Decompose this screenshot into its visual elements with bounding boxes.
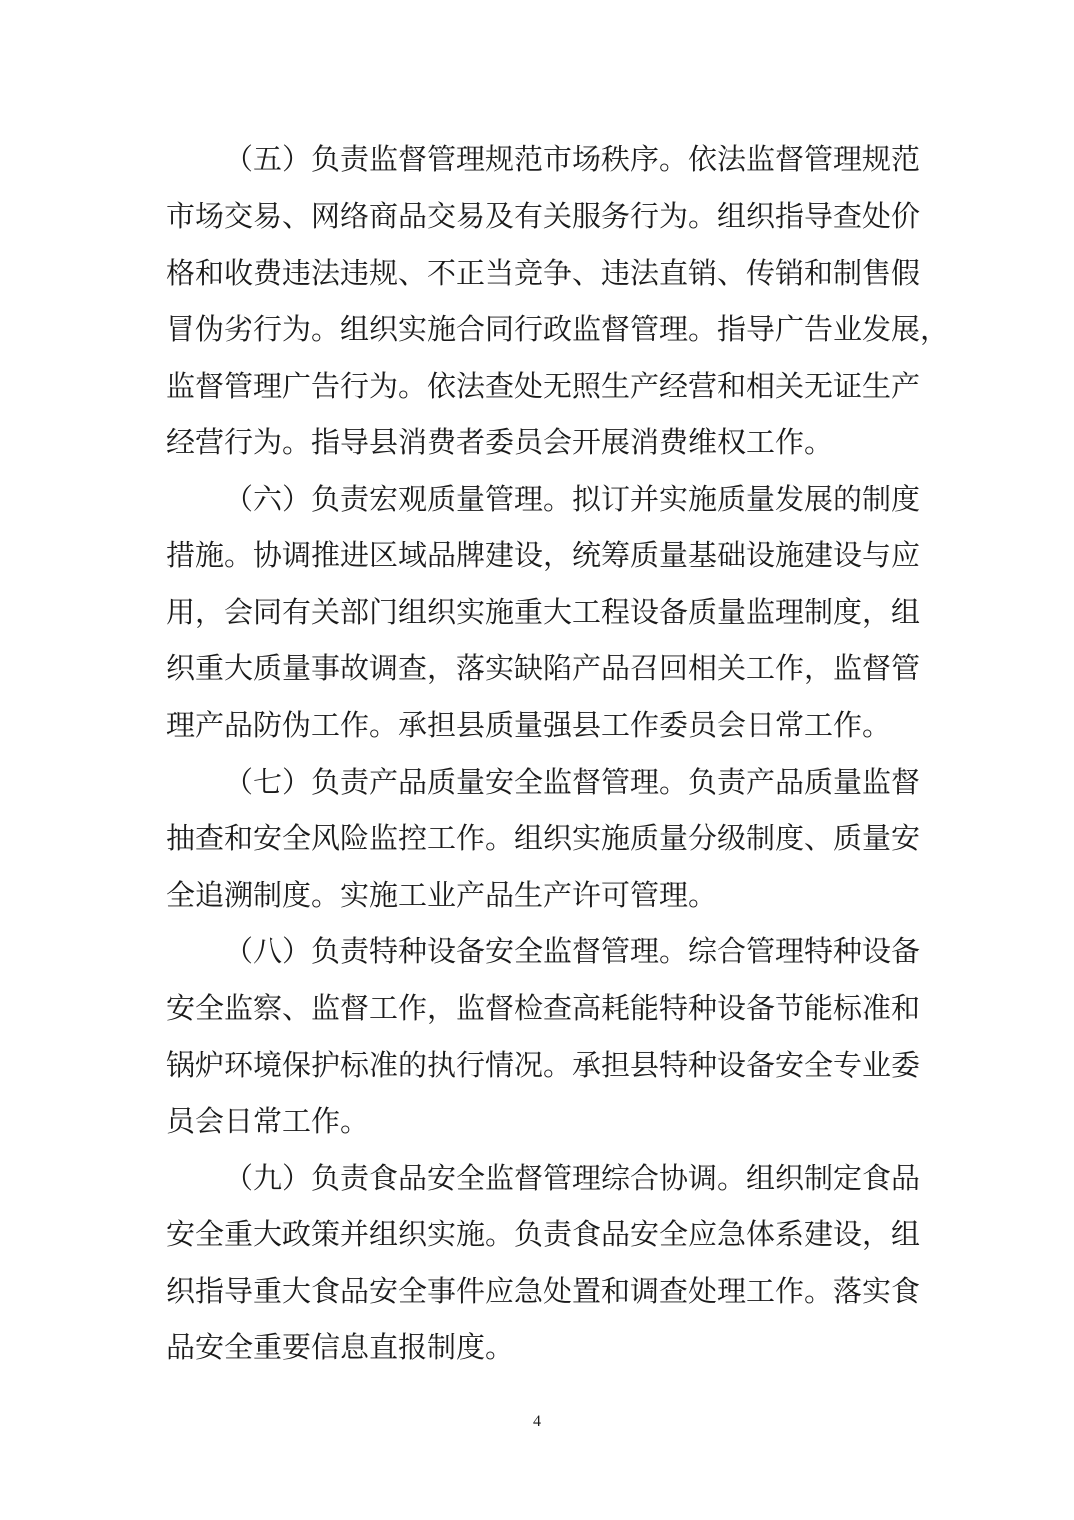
- text-line: 理产品防伪工作。承担县质量强县工作委员会日常工作。: [166, 708, 892, 742]
- text-line: 格和收费违法违规、不正当竞争、违法直销、传销和制售假: [166, 256, 921, 290]
- text-line: 品安全重要信息直报制度。: [166, 1330, 515, 1364]
- text-line: 监督管理广告行为。依法查处无照生产经营和相关无证生产: [166, 369, 921, 403]
- text-line: 锅炉环境保护标准的执行情况。承担县特种设备安全专业委: [166, 1048, 921, 1082]
- text-line: （七）负责产品质量安全监督管理。负责产品质量监督: [224, 765, 921, 799]
- text-line: 安全监察、监督工作，监督检查高耗能特种设备节能标准和: [166, 991, 921, 1025]
- text-line: 抽查和安全风险监控工作。组织实施质量分级制度、质量安: [166, 821, 921, 855]
- text-line: 全追溯制度。实施工业产品生产许可管理。: [166, 878, 718, 912]
- text-line: （六）负责宏观质量管理。拟订并实施质量发展的制度: [224, 482, 921, 516]
- text-line: 织指导重大食品安全事件应急处置和调查处理工作。落实食: [166, 1274, 921, 1308]
- text-line: 员会日常工作。: [166, 1104, 370, 1138]
- text-line: 措施。协调推进区域品牌建设，统筹质量基础设施建设与应: [166, 538, 921, 572]
- text-line: 经营行为。指导县消费者委员会开展消费维权工作。: [166, 425, 834, 459]
- text-line: （九）负责食品安全监督管理综合协调。组织制定食品: [224, 1161, 921, 1195]
- text-line: 织重大质量事故调查，落实缺陷产品召回相关工作，监督管: [166, 651, 921, 685]
- text-line: 用，会同有关部门组织实施重大工程设备质量监理制度，组: [166, 595, 921, 629]
- text-line: 市场交易、网络商品交易及有关服务行为。组织指导查处价: [166, 199, 921, 233]
- text-line: 安全重大政策并组织实施。负责食品安全应急体系建设，组: [166, 1217, 921, 1251]
- text-line: （五）负责监督管理规范市场秩序。依法监督管理规范: [224, 142, 921, 176]
- text-line: 冒伪劣行为。组织实施合同行政监督管理。指导广告业发展，: [166, 312, 950, 346]
- text-line: （八）负责特种设备安全监督管理。综合管理特种设备: [224, 934, 921, 968]
- page-number: 4: [533, 1413, 541, 1430]
